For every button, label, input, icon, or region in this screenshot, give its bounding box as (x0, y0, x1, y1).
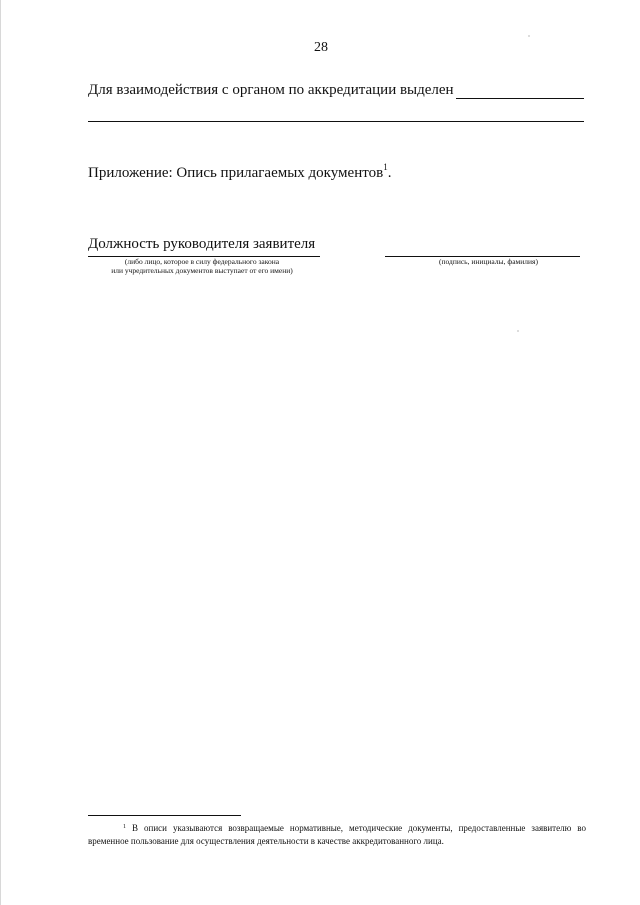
position-caption-line-2: или учредительных документов выступает от его имени) (111, 266, 293, 275)
attachment-period: . (387, 165, 392, 181)
attachment-label: Приложение: Опись прилагаемых документов (88, 165, 384, 181)
footnote-text: В описи указываются возвращаемые нормативные, методические документы, предоставленные заявителю во временное пользование для осуществления деятельности в качестве аккредитованного лица. (88, 823, 586, 846)
footnote-marker: 1 (123, 824, 126, 830)
interaction-contact-label: Для взаимодействия с органом по аккредитации выделен (88, 82, 454, 98)
page-number: 28 (314, 40, 328, 55)
signature-caption: (подпись, инициалы, фамилия) (438, 257, 539, 266)
scan-specks (1, 0, 640, 905)
position-caption-line-1: (либо лицо, которое в силу федерального закона (124, 257, 280, 266)
applicant-head-position-label: Должность руководителя заявителя (88, 236, 316, 252)
footnote-reference: 1 (383, 162, 388, 172)
